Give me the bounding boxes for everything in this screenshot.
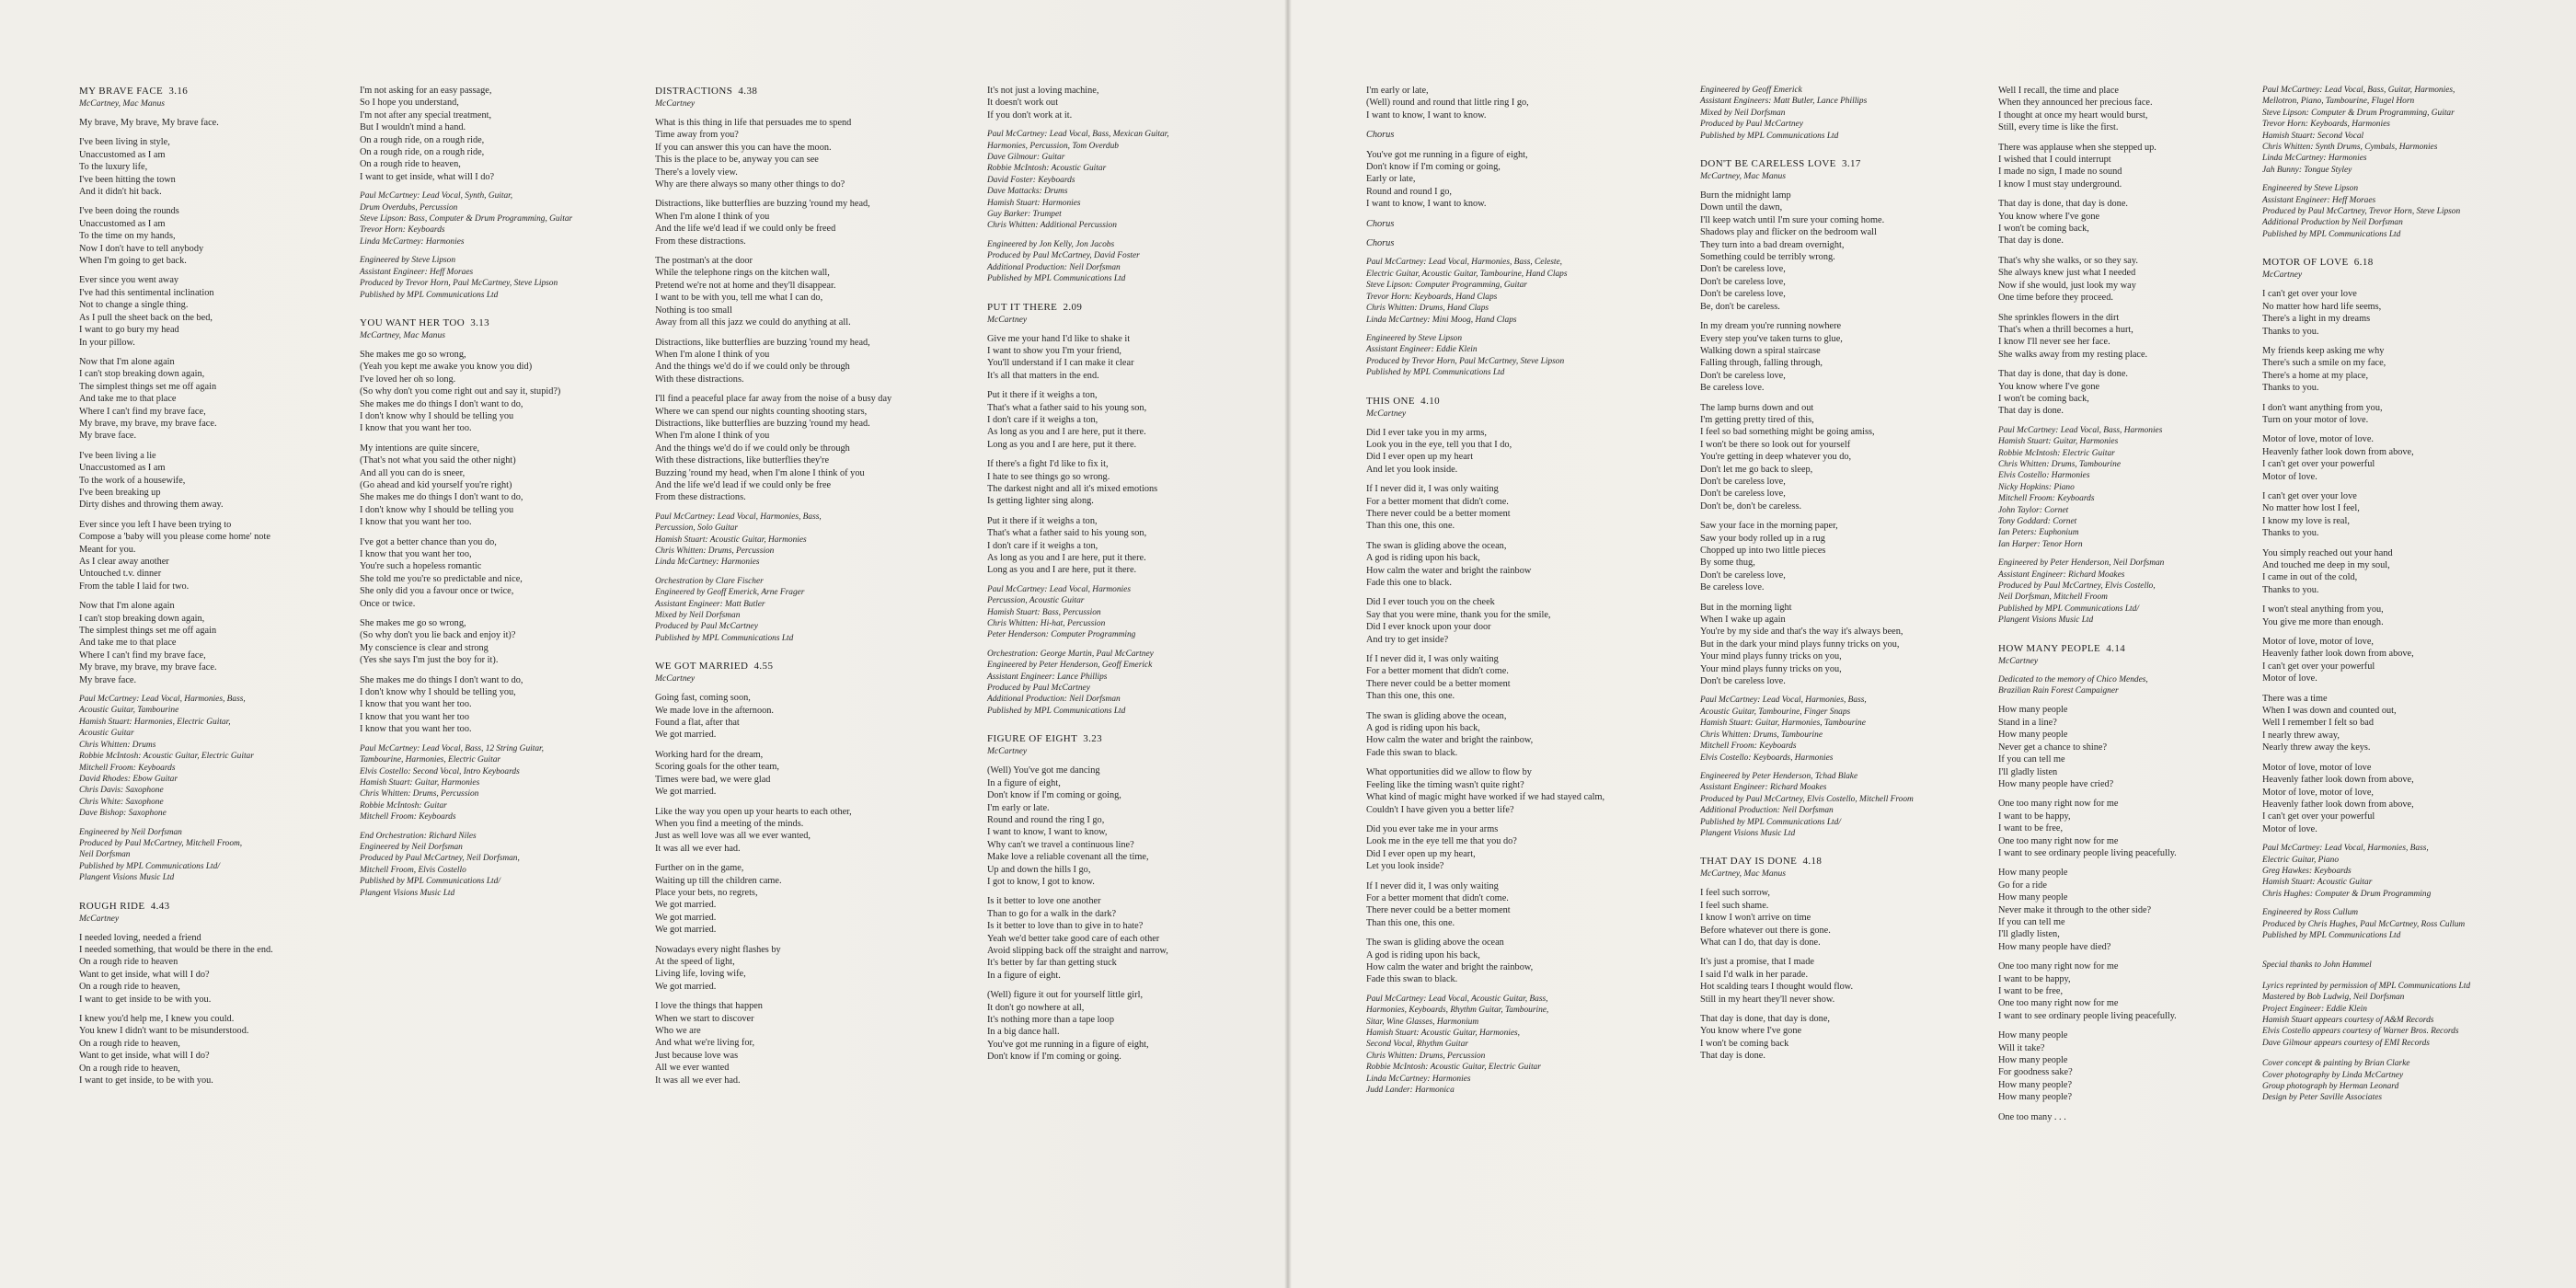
lyric-stanza: Distractions, like butterflies are buzzing 'round my head, When I'm alone I think of you And the things we'd do if we could only be through With these distractions. — [655, 337, 870, 385]
lyric-stanza: That day is done, that day is done. You know where I've gone I won't be coming back, That day is done. — [1998, 199, 2128, 247]
song-figure-of-eight — [987, 732, 1263, 1063]
lyric-stanza: I've been living a lie Unaccustomed as I am To the work of a housewife, I've been breaking up Dirty dishes and throwing them away. — [79, 450, 224, 511]
song-credits: Paul McCartney: Lead Vocal, Harmonies, Bass, Percussion, Solo Guitar Hamish Stuart: Acoustic Guitar, Harmonies Chris Whitten: Drums, Percussion Linda McCartney: Harmonies — [655, 512, 822, 568]
song-duration: 4.10 — [1420, 395, 1441, 407]
song-credits: Paul McCartney: Lead Vocal, Bass, 12 String Guitar, Tambourine, Harmonies, Electric Guitar Elvis Costello: Second Vocal, Intro Keyboards Hamish Stuart: Guitar, Harmonies Chris Whitten: Drums, Percussion Robbie McIntosh: Guitar Mitchell Froom: Keyboards — [360, 743, 544, 822]
song-production-credits: End Orchestration: Richard Niles Engineered by Neil Dorfsman Produced by Paul McCartney, Neil Dorfsman, Mitchell Froom, Elvis Costello Published by MPL Communications Ltd/ Plangent Visions Music Ltd — [360, 831, 520, 898]
lyric-stanza: She sprinkles flowers in the dirt That's when a thrill becomes a hurt, I know I'll never see her face. She walks away from my resting place. — [1998, 312, 2148, 360]
lyric-stanza: The lamp burns down and out I'm getting pretty tired of this, I feel so bad something might be going amiss, I won't be there so look out for yourself You're getting in deep whatever you do, Don't let me go back to sleep, Don't be careless love, Don't be careless love, Don't be, don't be careless. — [1700, 402, 1875, 512]
song-you-want-her-too — [360, 316, 636, 899]
song-title: WE GOT MARRIED 4.55 — [655, 661, 774, 673]
lyric-stanza: If I never did it, I was only waiting For a better moment that didn't come. There never could be a better moment Than this one, this one. — [1366, 654, 1511, 702]
song-title: DISTRACTIONS 4.38 — [655, 86, 758, 97]
lyric-stanza: How many people Will it take? How many people For goodness sake? How many people? How many people? — [1998, 1030, 2073, 1103]
lyric-stanza: What is this thing in life that persuades me to spend Time away from you? If you can answer this you can have the moon. This is the place to be, anyway you can see There's a lovely view. Why are there always so many other things to do? — [655, 118, 852, 190]
lyric-stanza: That day is done, that day is done, You know where I've gone I won't be coming back That day is done. — [1700, 1014, 1830, 1062]
lyric-stanza: I can't get over your love No matter how lost I feel, I know my love is real, Thanks to you. — [2262, 490, 2360, 539]
song-credits: Paul McCartney: Lead Vocal, Synth, Guitar, Drum Overdubs, Percussion Steve Lipson: Bass, Computer & Drum Programming, Guitar Trevor Horn: Keyboards Linda McCartney: Harmonies — [360, 191, 573, 247]
lyric-stanza: The postman's at the door While the telephone rings on the kitchen wall, Pretend we're not at home and they'll disappear. I want to be with you, tell me what I can do, Nothing is too small Away from all this jazz we could do anything at all. — [655, 256, 851, 328]
song-writers: McCartney, Mac Manus — [1700, 171, 1786, 182]
lyrics-column-4 — [987, 85, 1263, 1064]
lyric-stanza: I love the things that happen When we start to discover Who we are And what we're living for, Just because love was All we ever wanted It was all we ever had. — [655, 1001, 763, 1086]
song-duration: 4.38 — [738, 86, 758, 97]
lyric-stanza: I won't steal anything from you, You give me more than enough. — [2262, 604, 2384, 627]
song-writers: McCartney, Mac Manus — [79, 98, 165, 109]
album-credits: Lyrics reprinted by permission of MPL Communications Ltd Mastered by Bob Ludwig, Neil Dorfsman Project Engineer: Eddie Klein Hamish Stuart appears courtesy of A&M Records Elvis Costello appears courtesy of Warner Bros. Records Dave Gilmour appears courtesy of EMI Records — [2262, 981, 2471, 1048]
lyric-stanza: (Well) You've got me dancing In a figure of eight, Don't know if I'm coming or going, I'm early or late. Round and round the ring I go, I want to know, I want to know, Why can't we travel a continuous line? Make love a reliable covenant all the time, Up and down the hills I go, I got to know, I got to know. — [987, 765, 1149, 887]
song-duration: 4.43 — [150, 900, 170, 912]
special-thanks: Special thanks to John Hammel — [2262, 960, 2372, 971]
lyrics-column-6 — [1700, 85, 1976, 1063]
lyric-stanza: One too many right now for me I want to be happy, I want to be free, One too many right now for me I want to see ordinary people living peacefully. — [1998, 799, 2177, 858]
lyric-stanza: I don't want anything from you, Turn on your motor of love. — [2262, 402, 2383, 425]
lyric-stanza: Ever since you left I have been trying to Compose a 'baby will you please come home' note Meant for you. As I clear away another Untouched t.v. dinner From the table I laid for two. — [79, 519, 270, 592]
art-credits: Cover concept & painting by Brian Clarke Cover photography by Linda McCartney Group photograph by Herman Leonard Design by Peter Saville Associates — [2262, 1059, 2410, 1103]
lyric-stanza: How many people Go for a ride How many people Never make it through to the other side? If you can tell me I'll gladly listen, How many people have died? — [1998, 868, 2152, 952]
song-production-credits: Engineered by Peter Henderson, Tchad Blake Assistant Engineer: Richard Moakes Produced by Paul McCartney, Elvis Costello, Mitchell Froom Additional Production: Neil Dorfsman Published by MPL Communications Ltd/ Plangent Visions Music Ltd — [1700, 771, 1914, 838]
lyric-stanza: Saw your face in the morning paper, Saw your body rolled up in a rug Chopped up into two little pieces By some thug, Don't be careless love, Be careless love. — [1700, 521, 1838, 593]
lyric-stanza: Ever since you went away I've had this sentimental inclination Not to change a single thing. As I pull the sheet back on the bed, I want to go bury my head In your pillow. — [79, 275, 214, 348]
song-writers: McCartney, Mac Manus — [360, 329, 445, 340]
song-rough-ride-continued — [360, 85, 636, 301]
song-dedication: Dedicated to the memory of Chico Mendes, Brazilian Rain Forest Campaigner — [1998, 674, 2148, 696]
lyrics-column-5 — [1366, 85, 1642, 1096]
song-title: YOU WANT HER TOO 3.13 — [360, 316, 490, 328]
lyric-stanza: I needed loving, needed a friend I needed something, that would be there in the end. On a rough ride to heaven Want to get inside, what will I do? On a rough ride to heaven, I want to get inside to be with you. — [79, 932, 273, 1005]
lyric-stanza: There was a time When I was down and counted out, Well I remember I felt so bad I nearly threw away, Nearly threw away the keys. — [2262, 693, 2397, 753]
lyric-stanza: She makes me do things I don't want to do, I don't know why I should be telling you, I know that you want her too. I know that you want her too I know that you want her too. — [360, 674, 523, 735]
lyrics-column-3 — [655, 85, 931, 1087]
song-rough-ride — [79, 900, 355, 1087]
lyric-stanza: Give me your hand I'd like to shake it I want to show you I'm your friend, You'll understand if I can make it clear It's all that matters in the end. — [987, 333, 1134, 381]
lyric-stanza: She makes me go so wrong, (Yeah you kept me awake you know you did) I've loved her oh so long. (So why don't you come right out and say it, stupid?) She makes me do things I don't want to do, I don't know why I should be telling you I know that you want her too. — [360, 349, 561, 434]
lyric-stanza: I feel such sorrow, I feel such shame. I know I won't arrive on time Before whatever out there is gone. What can I do, that day is done. — [1700, 888, 1831, 948]
lyric-stanza: Did I ever take you in my arms, Look you in the eye, tell you that I do, Did I ever open up my heart And let you look inside. — [1366, 427, 1512, 475]
song-title: THIS ONE 4.10 — [1366, 395, 1441, 407]
song-writers: McCartney — [2262, 270, 2303, 281]
lyric-stanza: Like the way you open up your hearts to each other, When you find a meeting of the minds. Just as well love was all we ever wanted, It was all we ever had. — [655, 806, 852, 854]
lyric-stanza: How many people Stand in a line? How many people Never get a chance to shine? If you can tell me I'll gladly listen How many people have cried? — [1998, 705, 2114, 789]
lyric-stanza: One too many right now for me I want to be happy, I want to be free, One too many right now for me I want to see ordinary people living peacefully. — [1998, 961, 2177, 1021]
chorus-marker: Chorus — [1366, 238, 1395, 249]
lyric-stanza: One too many . . . — [1998, 1111, 2066, 1122]
song-this-one — [1366, 395, 1642, 1097]
song-duration: 3.23 — [1083, 733, 1103, 745]
lyric-stanza: Going fast, coming soon, We made love in the afternoon. Found a flat, after that We got married. — [655, 693, 774, 741]
lyrics-column-7 — [1998, 85, 2274, 1123]
lyric-stanza: You've got me running in a figure of eight, Don't know if I'm coming or going, Early or late, Round and round I go, I want to know, I want to know. — [1366, 149, 1528, 210]
song-dont-be-careless-love — [1700, 157, 1976, 839]
lyric-stanza: I'm not asking for an easy passage, So I hope you understand, I'm not after any special treatment, But I wouldn't mind a hand. On a rough ride, on a rough ride, On a rough ride, on a rough ride, On a rough ride to heaven, I want to get inside, what will I do? — [360, 86, 495, 182]
lyric-stanza: She makes me go so wrong, (So why don't you lie back and enjoy it)? My conscience is clear and strong (Yes she says I'm just the boy for it). — [360, 618, 516, 666]
song-duration: 4.14 — [2106, 642, 2126, 654]
song-production-credits: Engineered by Steve Lipson Assistant Engineer: Heff Moraes Produced by Paul McCartney, Trevor Horn, Steve Lipson Additional Production by Neil Dorfsman Published by MPL Communications Ltd — [2262, 184, 2461, 239]
lyric-stanza: Burn the midnight lamp Down until the dawn, I'll keep watch until I'm sure your coming home. Shadows play and flicker on the bedroom wall They turn into a bad dream overnight, Something could be terribly wrong. Don't be careless love, Don't be careless love, Don't be careless love, Be, don't be careless. — [1700, 190, 1885, 312]
chorus-marker: Chorus — [1366, 218, 1395, 229]
song-production-credits: Engineered by Steve Lipson Assistant Engineer: Heff Moraes Produced by Trevor Horn, Paul McCartney, Steve Lipson Published by MPL Communications Ltd — [360, 256, 558, 300]
chorus-marker: Chorus — [1366, 130, 1395, 141]
song-we-got-married — [655, 660, 931, 1087]
song-credits: Paul McCartney: Lead Vocal, Bass, Mexican Guitar, Harmonies, Percussion, Tom Overdub Dave Gilmour: Guitar Robbie McIntosh: Acoustic Guitar David Foster: Keyboards Dave Mattacks: Drums Hamish Stuart: Harmonies Guy Barker: Trumpet Chris Whitten: Additional Percussion — [987, 130, 1169, 231]
song-writers: McCartney, Mac Manus — [1700, 868, 1786, 880]
song-writers: McCartney — [79, 913, 120, 924]
song-title: DON'T BE CARELESS LOVE 3.17 — [1700, 158, 1861, 170]
song-that-day-is-done-continued — [1998, 85, 2274, 627]
lyric-stanza: I can't get over your love No matter how hard life seems, There's a light in my dreams Thanks to you. — [2262, 289, 2382, 337]
song-writers: McCartney — [987, 314, 1028, 325]
song-duration: 6.18 — [2353, 257, 2374, 269]
lyric-stanza: I'll find a peaceful place far away from the noise of a busy day Where we can spend our nights counting shooting stars, Distractions, like butterflies are buzzing 'round my head. When I'm alone I think of you And the things we'd do if we could only be through With these distractions, like butterflies they're Buzzing 'round my head, when I'm alone I think of you And the life we'd lead if we could only be free From these distractions. — [655, 394, 892, 503]
song-title: PUT IT THERE 2.09 — [987, 301, 1083, 313]
lyric-stanza: Further on in the game, Waiting up till the children came. Place your bets, no regrets, We got married. We got married. We got married. — [655, 863, 782, 936]
lyric-stanza: My brave, My brave, My brave face. — [79, 118, 219, 128]
song-credits: Paul McCartney: Lead Vocal, Acoustic Guitar, Bass, Harmonies, Keyboards, Rhythm Guitar, Tambourine, Sitar, Wine Glasses, Harmonium Hamish Stuart: Acoustic Guitar, Harmonies, Second Vocal, Rhythm Guitar Chris Whitten: Drums, Percussion Robbie McIntosh: Acoustic Guitar, Electric Guitar Linda McCartney: Harmonies Judd Lander: Harmonica — [1366, 994, 1549, 1096]
song-credits: Paul McCartney: Lead Vocal, Harmonies, Bass, Celeste, Electric Guitar, Acoustic Guitar, Tambourine, Hand Claps Steve Lipson: Computer Programming, Guitar Trevor Horn: Keyboards, Hand Claps Chris Whitten: Drums, Hand Claps Linda McCartney: Mini Moog, Hand Claps — [1366, 258, 1568, 325]
song-writers: McCartney — [1998, 655, 2039, 666]
song-production-credits: Orchestration: George Martin, Paul McCartney Engineered by Peter Henderson, Geoff Emerick Assistant Engineer: Lance Phillips Produced by Paul McCartney Additional Production: Neil Dorfsman Published by MPL Communications Ltd — [987, 649, 1154, 716]
lyric-stanza: That day is done, that day is done. You know where I've gone I won't be coming back, That day is done. — [1998, 369, 2128, 417]
song-writers: McCartney — [987, 746, 1028, 757]
lyrics-column-1 — [79, 85, 355, 1087]
song-title: MY BRAVE FACE 3.16 — [79, 86, 189, 97]
song-production-credits: Engineered by Steve Lipson Assistant Engineer: Eddie Klein Produced by Trevor Horn, Paul McCartney, Steve Lipson Published by MPL Communications Ltd — [1366, 333, 1565, 378]
lyric-stanza: Now that I'm alone again I can't stop breaking down again, The simplest things set me off again And take me to that place Where I can't find my brave face, My brave, my brave, my brave face. My brave face. — [79, 601, 217, 685]
lyric-stanza: What opportunities did we allow to flow by Feeling like the timing wasn't quite right? What kind of magic might have worked if we had stayed calm, Couldn't I have given you a better life? — [1366, 767, 1605, 815]
song-credits: Paul McCartney: Lead Vocal, Bass, Guitar, Harmonies, Mellotron, Piano, Tambourine, Flugel Horn Steve Lipson: Computer & Drum Programming, Guitar Trevor Horn: Keyboards, Harmonies Hamish Stuart: Second Vocal Chris Whitten: Synth Drums, Cymbals, Harmonies Linda McCartney: Harmonies Jah Bunny: Tongue Styley — [2262, 86, 2455, 175]
lyric-stanza: Motor of love, motor of love. Heavenly father look down from above, I can't get over your powerful Motor of love. — [2262, 434, 2414, 482]
lyric-stanza: It's just a promise, that I made I said I'd walk in her parade. Hot scalding tears I thought would flow. Still in my heart they'll never show. — [1700, 957, 1854, 1005]
lyric-stanza: Motor of love, motor of love Heavenly father look down from above, Motor of love, motor of love, Heavenly father look down from above, I can't get over your powerful Motor of love. — [2262, 762, 2414, 834]
song-credits: Paul McCartney: Lead Vocal, Harmonies, Bass, Acoustic Guitar, Tambourine, Finger Snaps Hamish Stuart: Guitar, Harmonies, Tambourine Chris Whitten: Drums, Tambourine Mitchell Froom: Keyboards Elvis Costello: Keyboards, Harmonies — [1700, 696, 1867, 763]
lyric-stanza: I've been doing the rounds Unaccustomed as I am To the time on my hands, Now I don't have to tell anybody When I'm going to get back. — [79, 206, 204, 267]
song-production-credits: Engineered by Peter Henderson, Neil Dorfsman Assistant Engineer: Richard Moakes Produced by Paul McCartney, Elvis Costello, Neil Dorfsman, Mitchell Froom Published by MPL Communications Ltd/ Plangent Visions Music Ltd — [1998, 558, 2165, 626]
lyric-stanza: (Well) figure it out for yourself little girl, It don't go nowhere at all, It's nothing more than a tape loop In a big dance hall. You've got me running in a figure of eight, Don't know if I'm coming or going. — [987, 990, 1149, 1063]
lyrics-column-8 — [2262, 85, 2538, 1104]
lyric-stanza: I knew you'd help me, I knew you could. You knew I didn't want to be misunderstood. On a rough ride to heaven, Want to get inside, what will I do? On a rough ride to heaven, I want to get inside, to be with you. — [79, 1014, 249, 1087]
song-production-credits: Orchestration by Clare Fischer Engineered by Geoff Emerick, Arne Frager Assistant Engineer: Matt Butler Mixed by Neil Dorfsman Produced by Paul McCartney Published by MPL Communications Ltd — [655, 576, 805, 643]
song-production-credits: Engineered by Geoff Emerick Assistant Engineers: Matt Butler, Lance Phillips Mixed by Neil Dorfsman Produced by Paul McCartney Published by MPL Communications Ltd — [1700, 86, 1868, 141]
lyric-stanza: Well I recall, the time and place When they announced her precious face. I thought at once my heart would burst, Still, every time is like the first. — [1998, 86, 2153, 133]
song-duration: 3.13 — [470, 316, 490, 328]
lyric-stanza: Put it there if it weighs a ton, That's what a father said to his young son, I don't care if it weighs a ton, As long as you and I are here, put it there. Long as you and I are here, put it there. — [987, 515, 1147, 576]
lyric-stanza: Put it there if it weighs a ton, That's what a father said to his young son, I don't care if it weighs a ton, As long as you and I are here, put it there. Long as you and I are here, put it there. — [987, 390, 1147, 450]
lyric-stanza: That's why she walks, or so they say. She always knew just what I needed Now if she would, just look my way One time before they proceed. — [1998, 255, 2138, 304]
lyric-stanza: There was applause when she stepped up. I wished that I could interrupt I made no sign, I made no sound I know I must stay underground. — [1998, 142, 2156, 190]
lyric-stanza: Is it better to love one another Than to go for a walk in the dark? Is it better to love than to give in to hate? Yeah we'd better take good care of each other Avoid slipping back off the straight and narrow, It's better by far than getting stuck In a figure of eight. — [987, 896, 1168, 981]
lyric-stanza: Working hard for the dream, Scoring goals for the other team, Times were bad, we were glad We got married. — [655, 749, 779, 798]
song-duration: 2.09 — [1063, 301, 1083, 313]
lyric-stanza: I'm early or late, (Well) round and round that little ring I go, I want to know, I want to know. — [1366, 86, 1529, 121]
lyric-stanza: If I never did it, I was only waiting For a better moment that didn't come. There never could be a better moment Than this one, this one. — [1366, 484, 1511, 532]
lyric-stanza: Now that I'm alone again I can't stop breaking down again, The simplest things set me off again And take me to that place Where I can't find my brave face, My brave, my brave, my brave face. My brave face. — [79, 356, 217, 442]
song-how-many-people — [1998, 642, 2274, 1123]
song-motor-of-love — [2262, 256, 2538, 941]
song-duration: 3.17 — [1841, 158, 1861, 170]
song-my-brave-face — [79, 85, 355, 884]
lyric-stanza: If I never did it, I was only waiting For a better moment that didn't come. There never could be a better moment Than this one, this one. — [1366, 880, 1511, 928]
song-production-credits: Engineered by Jon Kelly, Jon Jacobs Produced by Paul McCartney, David Foster Additional Production: Neil Dorfsman Published by MPL Communications Ltd — [987, 239, 1140, 284]
song-title: FIGURE OF EIGHT 3.23 — [987, 733, 1103, 745]
song-credits: Paul McCartney: Lead Vocal, Bass, Harmonies Hamish Stuart: Guitar, Harmonies Robbie McIntosh: Electric Guitar Chris Whitten: Drums, Tambourine Elvis Costello: Harmonies Nicky Hopkins: Piano Mitchell Froom: Keyboards John Taylor: Cornet Tony Goddard: Cornet Ian Peters: Euphonium Ian Harper: Tenor Horn — [1998, 425, 2163, 549]
song-figure-of-eight-continued — [1366, 85, 1642, 379]
song-credits: Paul McCartney: Lead Vocal, Harmonies Percussion, Acoustic Guitar Hamish Stuart: Bass, Percussion Chris Whitten: Hi-hat, Percussion Peter Henderson: Computer Programming — [987, 584, 1136, 640]
song-production-credits: Engineered by Ross Cullum Produced by Chris Hughes, Paul McCartney, Ross Cullum Published by MPL Communications Ltd — [2262, 908, 2466, 940]
song-writers: McCartney — [655, 673, 696, 684]
song-credits: Paul McCartney: Lead Vocal, Harmonies, Bass, Electric Guitar, Piano Greg Hawkes: Keyboards Hamish Stuart: Acoustic Guitar Chris Hughes: Computer & Drum Programming — [2262, 844, 2432, 899]
song-duration: 4.55 — [753, 661, 774, 673]
song-how-many-people-continued — [2262, 85, 2538, 240]
song-title: THAT DAY IS DONE 4.18 — [1700, 856, 1823, 868]
song-put-it-there — [987, 301, 1263, 718]
song-production-credits: Engineered by Neil Dorfsman Produced by Paul McCartney, Mitchell Froom, Neil Dorfsman Published by MPL Communications Ltd/ Plangent Visions Music Ltd — [79, 827, 243, 883]
song-title: HOW MANY PEOPLE 4.14 — [1998, 642, 2126, 654]
lyric-stanza: The swan is gliding above the ocean A god is riding upon his back, How calm the water and bright the rainbow, Fade this swan to black. — [1366, 937, 1534, 985]
lyric-stanza: In my dream you're running nowhere Every step you've taken turns to glue, Walking down a spiral staircase Falling through, falling through, Don't be careless love, Be careless love. — [1700, 321, 1843, 394]
lyric-stanza: I've been living in style, Unaccustomed as I am To the luxury life, I've been hitting the town And it didn't hit back. — [79, 137, 176, 198]
lyrics-column-2 — [360, 85, 636, 899]
page-fold — [1284, 0, 1292, 1288]
song-that-day-is-done — [1700, 855, 1976, 1062]
lyric-stanza: The swan is gliding above the ocean, A god is riding upon his back, How calm the water and bright the rainbow, Fade this swan to black. — [1366, 710, 1534, 758]
song-this-one-continued — [1700, 85, 1976, 142]
lyric-stanza: The swan is gliding above the ocean, A god is riding upon his back, How calm the water and bright the rainbow Fade this one to black. — [1366, 540, 1532, 588]
song-writers: McCartney — [655, 98, 696, 109]
lyric-stanza: Did I ever touch you on the cheek Say that you were mine, thank you for the smile, Did I ever knock upon your door And try to get inside? — [1366, 597, 1551, 645]
lyric-stanza: Nowadays every night flashes by At the speed of light, Living life, loving wife, We got married. — [655, 944, 781, 992]
lyric-stanza: Motor of love, motor of love, Heavenly father look down from above, I can't get over your powerful Motor of love. — [2262, 637, 2414, 684]
lyric-stanza: If there's a fight I'd like to fix it, I hate to see things go so wrong. The darkest night and all it's mixed emotions Is getting lighter sing along. — [987, 459, 1158, 507]
lyric-stanza: But in the morning light When I wake up again You're by my side and that's the way it's always been, But in the dark your mind plays funny tricks on you, Your mind plays funny tricks on you, Your mind plays funny tricks on you, Don't be careless love. — [1700, 602, 1903, 687]
lyric-stanza: I've got a better chance than you do, I know that you want her too, You're such a hopeless romantic She told me you're so predictable and nice, She only did you a favour once or twice, Once or twice. — [360, 536, 523, 609]
lyric-stanza: Distractions, like butterflies are buzzing 'round my head, When I'm alone I think of you And the life we'd lead if we could only be freed From these distractions. — [655, 199, 870, 247]
song-credits: Paul McCartney: Lead Vocal, Harmonies, Bass, Acoustic Guitar, Tambourine Hamish Stuart: Harmonies, Electric Guitar, Acoustic Guitar Chris Whitten: Drums Robbie McIntosh: Acoustic Guitar, Electric Guitar Mitchell Froom: Keyboards David Rhodes: Ebow Guitar Chris Davis: Saxophone Chris White: Saxophone Dave Bishop: Saxophone — [79, 695, 254, 819]
song-duration: 3.16 — [168, 86, 189, 97]
song-title: MOTOR OF LOVE 6.18 — [2262, 257, 2374, 269]
lyric-stanza: It's not just a loving machine, It doesn't work out If you don't work at it. — [987, 86, 1099, 121]
lyric-stanza: My intentions are quite sincere, (That's not what you said the other night) And all you can do is sneer, (Go ahead and kid yourself you're right) She makes me do things I don't want to do, I don't know why I should be telling you I know that you want her too. — [360, 443, 523, 528]
song-we-got-married-continued — [987, 85, 1263, 285]
song-duration: 4.18 — [1802, 856, 1823, 868]
song-distractions — [655, 85, 931, 644]
lyric-stanza: Did you ever take me in your arms Look me in the eye tell me that you do? Did I ever open up my heart, Let you look inside? — [1366, 823, 1517, 872]
song-writers: McCartney — [1366, 408, 1407, 419]
song-title: ROUGH RIDE 4.43 — [79, 900, 170, 912]
lyric-stanza: You simply reached out your hand And touched me deep in my soul, I came in out of the cold, Thanks to you. — [2262, 547, 2393, 595]
lyric-stanza: My friends keep asking me why There's such a smile on my face, There's a home at my place, Thanks to you. — [2262, 345, 2386, 394]
